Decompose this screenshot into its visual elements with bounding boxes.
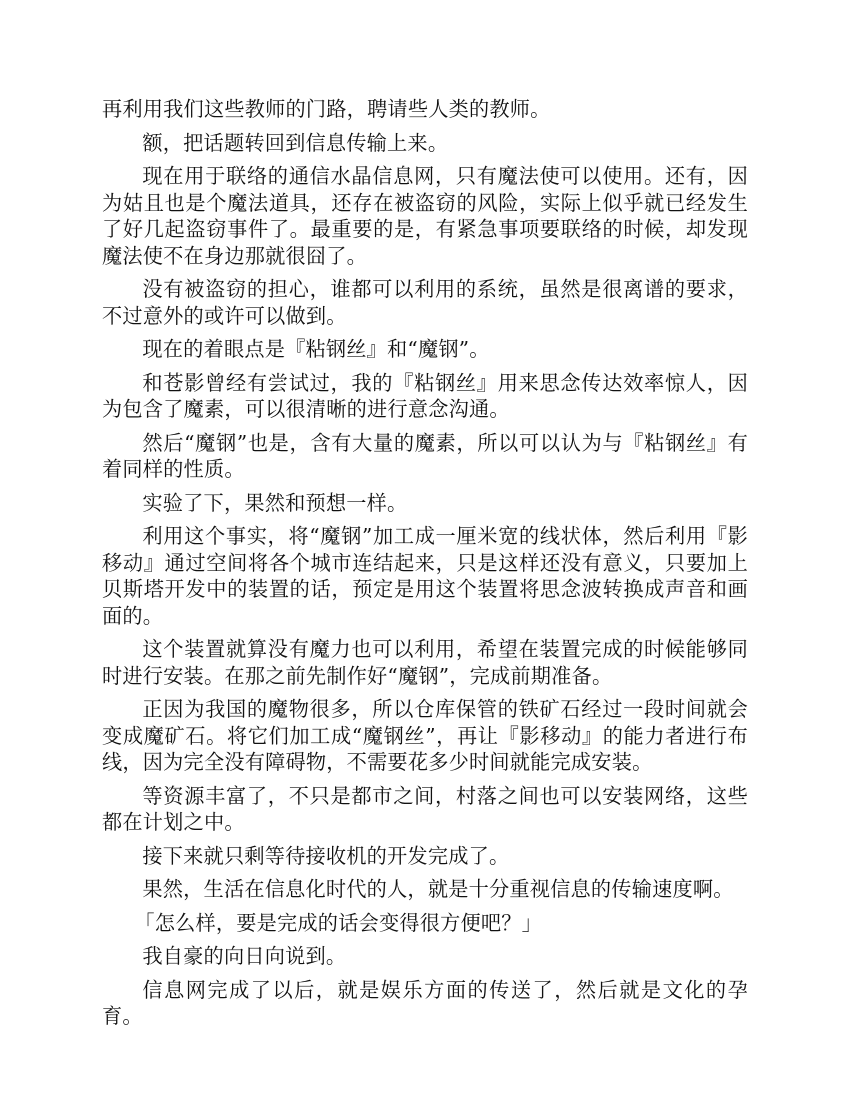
paragraph: 然后“魔钢”也是，含有大量的魔素，所以可以认为与『粘钢丝』有着同样的性质。 xyxy=(102,430,748,481)
dialogue-line: 「怎么样，要是完成的话会变得很方便吧？」 xyxy=(134,910,543,935)
paragraph: 现在的着眼点是『粘钢丝』和“魔钢”。 xyxy=(142,337,490,361)
paragraph: 这个装置就算没有魔力也可以利用，希望在装置完成的时候能够同时进行安装。在那之前先制作好“魔钢”，完成前期准备。 xyxy=(102,637,748,688)
paragraph: 和苍影曾经有尝试过，我的『粘钢丝』用来思念传达效率惊人，因为包含了魔素，可以很清晰的进行意念沟通。 xyxy=(102,370,748,421)
paragraph: 我自豪的向日向说到。 xyxy=(142,944,347,968)
document-page xyxy=(102,96,748,1028)
paragraph: 再利用我们这些教师的门路，聘请些人类的教师。 xyxy=(102,97,551,121)
paragraph: 等资源丰富了，不只是都市之间，村落之间也可以安装网络，这些都在计划之中。 xyxy=(102,783,748,834)
paragraph: 接下来就只剩等待接收机的开发完成了。 xyxy=(142,843,510,868)
paragraph: 正因为我国的魔物很多，所以仓库保管的铁矿石经过一段时间就会变成魔矿石。将它们加工成“魔钢丝”，再让『影移动』的能力者进行布线，因为完全没有障碍物，不需要花多少时间就能完成安装。 xyxy=(102,697,748,774)
paragraph: 利用这个事实，将“魔钢”加工成一厘米宽的线状体，然后利用『影移动』通过空间将各个城市连结起来，只是这样还没有意义，只要加上贝斯塔开发中的装置的话，预定是用这个装置将思念波转换成声音和画面的。 xyxy=(102,524,748,628)
paragraph: 信息网完成了以后，就是娱乐方面的传送了，然后就是文化的孕育。 xyxy=(102,977,748,1028)
paragraph: 实验了下，果然和预想一样。 xyxy=(142,490,408,515)
paragraph: 现在用于联络的通信水晶信息网，只有魔法使可以使用。还有，因为姑且也是个魔法道具，还存在被盗窃的风险，实际上似乎就已经发生了好几起盗窃事件了。最重要的是，有紧急事项要联络的时候，却发现魔法使不在身边那就很囧了。 xyxy=(102,164,748,268)
paragraph: 没有被盗窃的担心，谁都可以利用的系统，虽然是很离谱的要求，不过意外的或许可以做到。 xyxy=(102,277,748,328)
paragraph: 额，把话题转回到信息传输上来。 xyxy=(142,130,449,155)
paragraph: 果然，生活在信息化时代的人，就是十分重视信息的传输速度啊。 xyxy=(142,877,734,901)
